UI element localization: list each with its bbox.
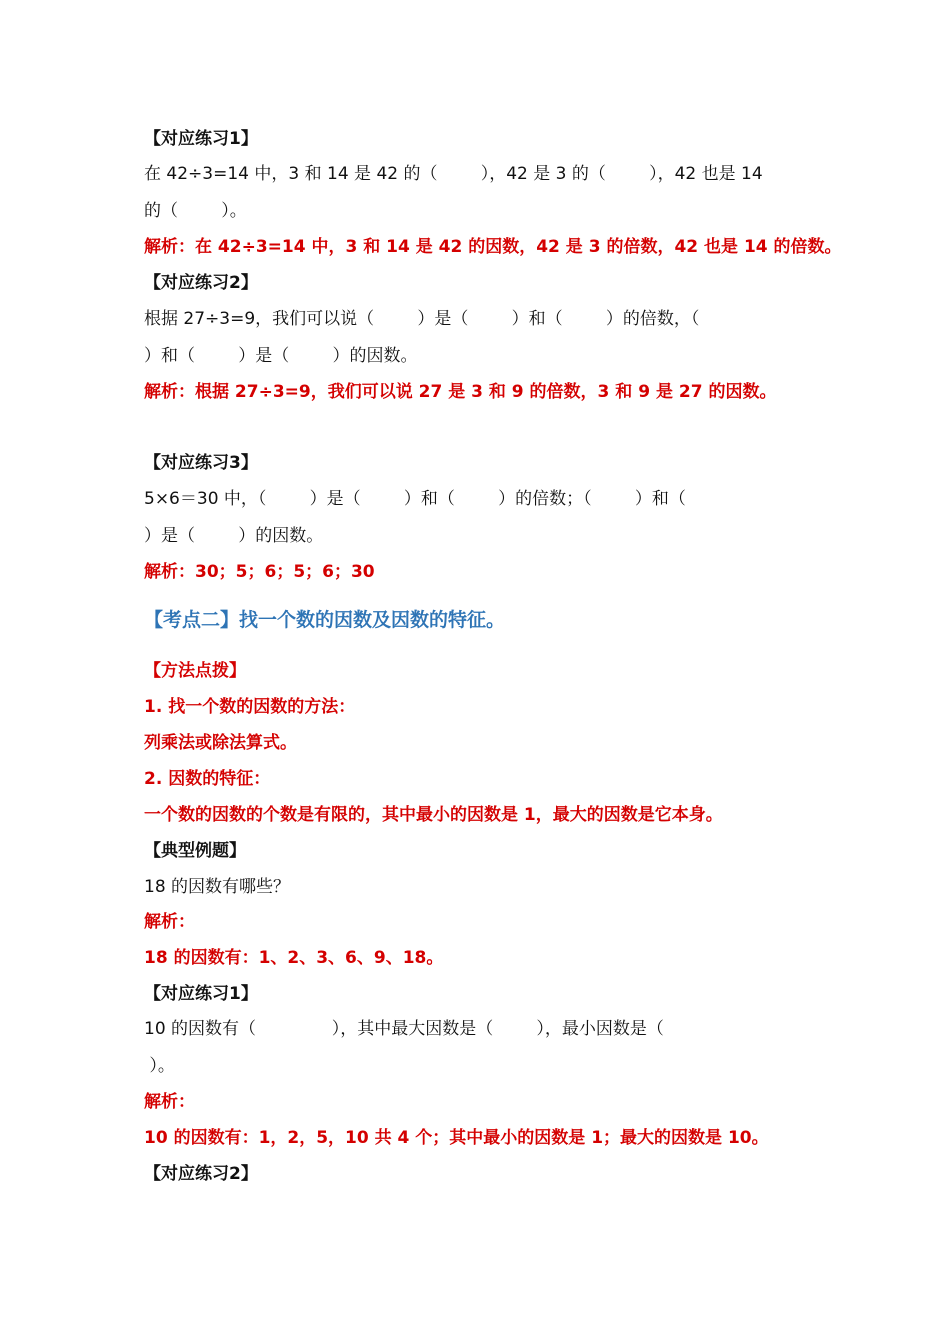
question-text: 5×6＝30 中，（ ）是（ ）和（ ）的倍数；（ ）和（ xyxy=(144,489,686,509)
question-text: ）是（ ）的因数。 xyxy=(144,526,324,546)
answer-analysis: 解析：30；5；6；5；6；30 xyxy=(144,562,375,582)
example-heading: 【典型例题】 xyxy=(144,841,246,861)
answer-analysis: 10 的因数有：1，2，5，10 共 4 个；其中最小的因数是 1；最大的因数是 10。 xyxy=(144,1128,769,1148)
method-point: 列乘法或除法算式。 xyxy=(144,733,297,753)
exercise-heading: 【对应练习3】 xyxy=(144,453,258,473)
method-heading: 【方法点拨】 xyxy=(144,661,246,681)
answer-analysis: 18 的因数有：1、2、3、6、9、18。 xyxy=(144,948,444,968)
method-point: 一个数的因数的个数是有限的，其中最小的因数是 1，最大的因数是它本身。 xyxy=(144,805,723,825)
question-text: ）和（ ）是（ ）的因数。 xyxy=(144,346,418,366)
question-text: 的（ ）。 xyxy=(144,201,247,221)
answer-analysis: 解析：在 42÷3=14 中，3 和 14 是 42 的因数，42 是 3 的倍数，42 也是 14 的倍数。 xyxy=(144,237,842,257)
exercise-heading: 【对应练习1】 xyxy=(144,129,258,149)
section-heading: 【考点二】找一个数的因数及因数的特征。 xyxy=(144,609,506,631)
question-text: 根据 27÷3=9，我们可以说（ ）是（ ）和（ ）的倍数，（ xyxy=(144,309,700,329)
exercise-heading: 【对应练习2】 xyxy=(144,1164,258,1184)
exercise-heading: 【对应练习1】 xyxy=(144,984,258,1004)
exercise-heading: 【对应练习2】 xyxy=(144,273,258,293)
question-text: 18 的因数有哪些？ xyxy=(144,877,291,897)
answer-analysis: 解析： xyxy=(144,1092,195,1112)
question-text: ）。 xyxy=(144,1056,175,1076)
question-text: 10 的因数有（ ），其中最大因数是（ ），最小因数是（ xyxy=(144,1019,664,1039)
answer-analysis: 解析： xyxy=(144,912,195,932)
method-point: 1. 找一个数的因数的方法： xyxy=(144,697,356,717)
answer-analysis: 解析：根据 27÷3=9，我们可以说 27 是 3 和 9 的倍数，3 和 9 是 27 的因数。 xyxy=(144,382,777,402)
question-text: 在 42÷3=14 中，3 和 14 是 42 的（ ），42 是 3 的（ ），42 也是 14 xyxy=(144,164,763,184)
method-point: 2. 因数的特征： xyxy=(144,769,271,789)
